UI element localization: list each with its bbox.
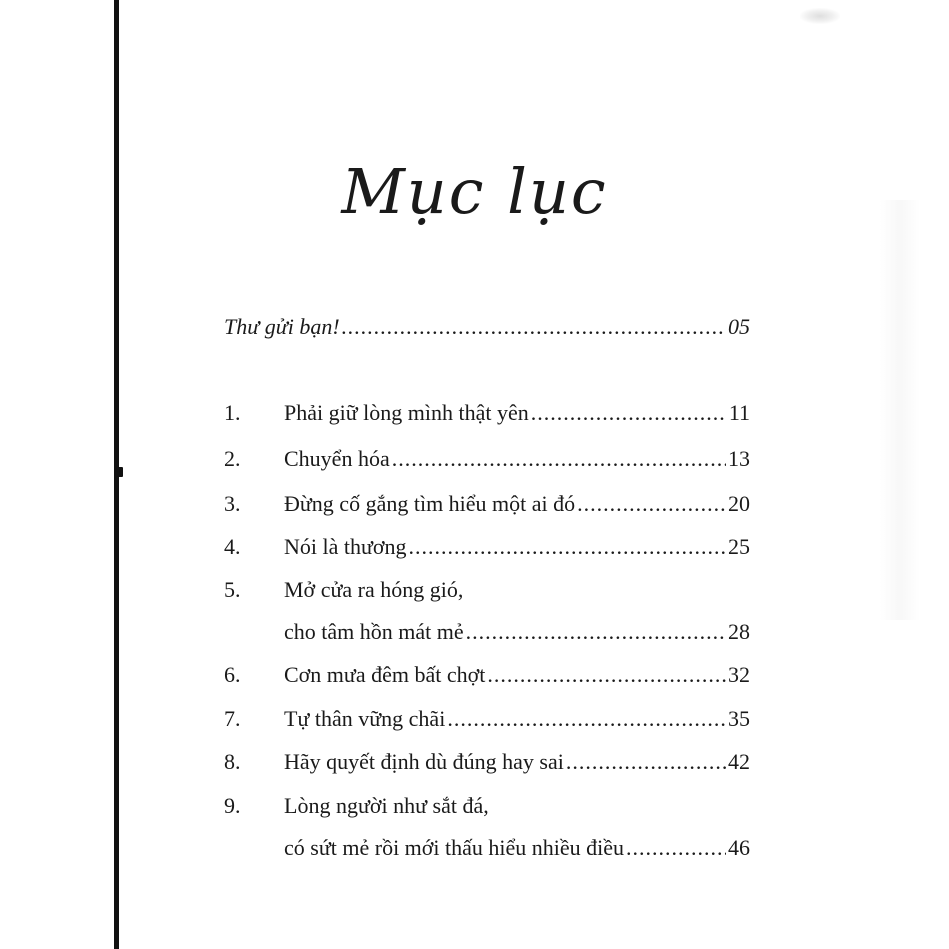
toc-entry-label: Tự thân vững chãi [284, 706, 446, 731]
toc-entry-page: 13 [728, 446, 750, 471]
toc-entry-continuation: cho tâm hồn mát mẻ [284, 619, 464, 644]
toc-entry-number: 3. [224, 491, 241, 516]
dot-leader [577, 489, 726, 519]
paper-shade [880, 200, 920, 620]
dot-leader [466, 617, 726, 647]
toc-entry-2 [224, 444, 750, 474]
toc-entry-6 [224, 660, 750, 690]
toc-entry-page: 28 [728, 619, 750, 644]
paper-smudge [800, 8, 840, 24]
toc-entry-continuation: có sứt mẻ rồi mới thấu hiểu nhiều điều [284, 835, 625, 860]
toc-entry-page: 25 [728, 534, 750, 559]
toc-entry-number: 6. [224, 662, 241, 687]
toc-entry-label: Lòng người như sắt đá, [284, 793, 489, 818]
toc-entry-page: 20 [728, 491, 750, 516]
dot-leader [531, 398, 727, 428]
toc-entry-3 [224, 489, 750, 519]
dot-leader [342, 312, 726, 342]
dot-leader [447, 704, 726, 734]
toc-entry-7 [224, 704, 750, 734]
dot-leader [626, 833, 726, 863]
toc-entry-label: Hãy quyết định dù đúng hay sai [284, 749, 564, 774]
toc-entry-label: Mở cửa ra hóng gió, [284, 577, 464, 602]
toc-entry-page: 11 [728, 400, 750, 425]
toc-entry-5 [224, 575, 750, 605]
toc-preface-label: Thư gửi bạn! [224, 314, 340, 339]
toc-entry-number: 2. [224, 446, 241, 471]
spine-mark [117, 467, 123, 477]
toc-preface-row [224, 312, 750, 342]
toc-entry-number: 5. [224, 577, 241, 602]
toc-entry-page: 42 [728, 749, 750, 774]
toc-entry-9-continuation [284, 833, 750, 863]
toc-preface-page: 05 [728, 314, 750, 339]
toc-entry-label: Cơn mưa đêm bất chợt [284, 662, 486, 687]
toc-entry-page: 46 [728, 835, 750, 860]
toc-entry-number: 7. [224, 706, 241, 731]
page-title: Mục lục [341, 155, 608, 228]
toc-entry-8 [224, 747, 750, 777]
toc-entry-9 [224, 791, 750, 821]
toc-entry-number: 4. [224, 534, 241, 559]
toc-entry-5-continuation [284, 617, 750, 647]
toc-entry-page: 32 [728, 662, 750, 687]
dot-leader [409, 532, 726, 562]
toc-entry-number: 8. [224, 749, 241, 774]
dot-leader [487, 660, 726, 690]
toc-entry-label: Phải giữ lòng mình thật yên [284, 400, 529, 425]
toc-entry-4 [224, 532, 750, 562]
dot-leader [392, 444, 726, 474]
toc-entry-label: Đừng cố gắng tìm hiểu một ai đó [284, 491, 576, 516]
toc-entry-number: 9. [224, 793, 241, 818]
toc-entry-number: 1. [224, 400, 241, 425]
toc-entry-1 [224, 398, 750, 428]
toc-entry-page: 35 [728, 706, 750, 731]
toc-entry-label: Nói là thương [284, 534, 407, 559]
toc-entry-label: Chuyển hóa [284, 446, 390, 471]
dot-leader [566, 747, 726, 777]
